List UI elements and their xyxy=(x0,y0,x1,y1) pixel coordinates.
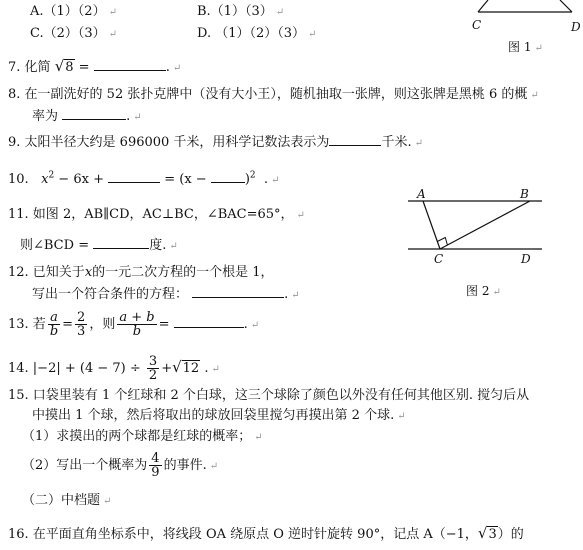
section-title: （二）中档题 ↵ xyxy=(22,493,112,508)
question-16: 16. 在平面直角坐标系中，将线段 OA 绕原点 O 逆时针旋转 90°，记点 A（−1，√3）的 xyxy=(8,524,524,542)
fig2-label-a: A xyxy=(417,187,426,201)
choice-d: D. （1）（2）（3） ↵ xyxy=(197,26,317,41)
question-11-line2: 则∠BCD = 度. ↵ xyxy=(20,238,178,253)
fig1-label-d: D xyxy=(571,20,581,34)
question-8-line1: 8. 在一副洗好的 52 张扑克牌中（没有大小王），随机抽取一张牌，则这张牌是黑桃 6 的概 ↵ xyxy=(8,87,539,102)
question-15-line1: 15. 口袋里装有 1 个红球和 2 个白球，这三个球除了颜色以外没有任何其他区别. 搅匀后从 xyxy=(8,388,530,403)
choice-c: C.（2）（3） ↵ xyxy=(30,26,118,41)
q11-answer-blank[interactable] xyxy=(93,236,149,249)
question-15-sub2: （2）写出一个概率为 $\frac{4}{9}$ 的事件. ↵ xyxy=(22,451,219,480)
question-15-sub1: （1）求摸出的两个球都是红球的概率； ↵ xyxy=(22,429,263,444)
q7-answer-blank[interactable] xyxy=(94,58,166,71)
q8-answer-blank[interactable] xyxy=(62,107,126,120)
question-15-line2: 中摸出 1 个球，然后将取出的球放回袋里搅匀再摸出第 2 个球. ↵ xyxy=(32,408,406,423)
question-10: 10. $x^2 - 6x$ + = $(x - )^2$ . ↵ xyxy=(8,170,280,187)
q10-blank-1[interactable] xyxy=(108,170,160,183)
question-9: 9. 太阳半径大约是 696000 千米，用科学记数法表示为 千米. ↵ xyxy=(8,135,423,150)
q9-answer-blank[interactable] xyxy=(329,133,381,146)
fig2-label-c: C xyxy=(434,252,444,266)
question-7: 7. 化简 √8 = . ↵ xyxy=(8,57,182,75)
question-11-line1: 11. 如图 2，AB∥CD，AC⊥BC，∠BAC=65°， ↵ xyxy=(8,207,305,222)
figure-2-caption: 图 2 ↵ xyxy=(466,284,501,298)
question-14: 14. |−2| + (4 − 7) ÷ $\frac{3}{2}$ +√12 . ↵ xyxy=(8,354,220,383)
fig2-segment-bc xyxy=(440,201,530,249)
question-8-line2: 率为 . ↵ xyxy=(32,109,142,124)
figure-2 xyxy=(400,186,550,268)
choice-a: A.（1）（2） ↵ xyxy=(30,4,117,19)
fig1-right-side xyxy=(560,0,572,12)
fig1-left-side xyxy=(478,0,488,12)
fig2-label-d: D xyxy=(521,252,531,266)
q12-answer-blank[interactable] xyxy=(192,285,284,298)
fig1-label-c: C xyxy=(472,18,482,32)
q13-answer-blank[interactable] xyxy=(174,315,244,328)
q10-blank-2[interactable] xyxy=(211,170,245,183)
choice-b: B.（1）（3） ↵ xyxy=(197,4,285,19)
question-12-line1: 12. 已知关于x的一元二次方程的一个根是 1， xyxy=(8,265,274,280)
fig2-label-b: B xyxy=(520,187,529,201)
question-12-line2: 写出一个符合条件的方程： . ↵ xyxy=(32,287,300,302)
figure-1-caption: 图 1 ↵ xyxy=(508,40,543,54)
question-13: 13. 若 $\frac{a}{b}$ = $\frac{2}{3}$ ，则 $\frac{a + b}{b}$ = . ↵ xyxy=(8,310,260,339)
